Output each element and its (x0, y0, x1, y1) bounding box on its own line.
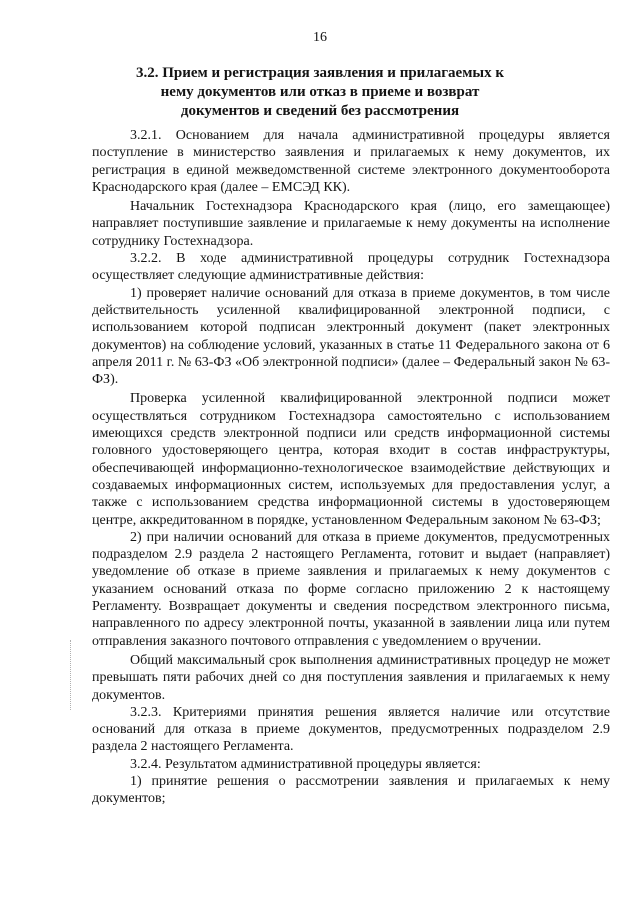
paragraph-max-term: Общий максимальный срок выполнения административных процедур не может превышать пяти рабочих дней со дня поступления заявления и прилагаемых к нему документов. (92, 652, 610, 703)
paragraph-item-2-refusal: 2) при наличии оснований для отказа в приеме документов, предусмотренных подразделом 2.9 раздела 2 настоящего Регламента, готовит и выдает (направляет) уведомление об отказе в приеме заявления и прилагаемых к нему документов с указанием оснований отказа по форме согласно приложению 2 к настоящему Регламенту. Возвращает документы и сведения посредством электронного письма, направленного по адресу электронной почты, указанной в заявлении лица или путем отправления заказного почтового отправления с уведомлением о вручении. (92, 529, 610, 649)
paragraph-3-2-4: 3.2.4. Результатом административной процедуры является: (130, 756, 481, 772)
paragraph-result-item-1: 1) принятие решения о рассмотрении заявления и прилагаемых к нему документов; (92, 773, 610, 807)
paragraph-3-2-3: 3.2.3. Критериями принятия решения является наличие или отсутствие оснований для отказа в приеме документов, предусмотренных подразделом 2.9 раздела 2 настоящего Регламента. (92, 704, 610, 755)
paragraph-3-2-1: 3.2.1. Основанием для начала административной процедуры является поступление в министерство заявления и прилагаемых к нему документов, их регистрация в единой межведомственной системе электронного документооборота Краснодарского края (далее – ЕМСЭД КК). (92, 128, 610, 195)
paragraph-3-2-2: 3.2.2. В ходе административной процедуры сотрудник Гостехнадзора осуществляет следующие административные действия: (92, 251, 610, 284)
body-text (92, 127, 610, 808)
paragraph-chief-directive: Начальник Гостехнадзора Краснодарского края (лицо, его замещающее) направляет поступившие заявление и прилагаемые к нему документы на исполнение сотруднику Гостехнадзора. (92, 199, 610, 249)
paragraph-item-1-check: 1) проверяет наличие оснований для отказа в приеме документов, в том числе действительность усиленной квалифицированной электронной подписи, с использованием которой подписан электронный документ (пакет электронных документов) на соблюдение условий, указанных в статье 11 Федерального закона от 6 апреля 2011 г. № 63-ФЗ «Об электронной подписи» (далее – Федеральный закон № 63-ФЗ). (92, 285, 610, 388)
section-heading: 3.2. Прием и регистрация заявления и прилагаемых к нему документов или отказ в приеме и возврат документов и сведений без рассмотрения (135, 65, 505, 119)
margin-scan-mark (70, 640, 72, 710)
paragraph-signature-verification: Проверка усиленной квалифицированной электронной подписи может осуществляться сотрудником Гостехнадзора самостоятельно с использованием имеющихся средств электронной подписи или средств информационной системы головного удостоверяющего центра, которая входит в состав инфраструктуры, обеспечивающей информационно-технологическое взаимодействие действующих и создаваемых информационных систем, используемых для предоставления услуг, а также с использованием средства информационной системы в удостоверяющем центре, аккредитованном в порядке, установленном Федеральным законом № 63-ФЗ; (92, 391, 610, 528)
page-number: 16 (313, 30, 327, 45)
